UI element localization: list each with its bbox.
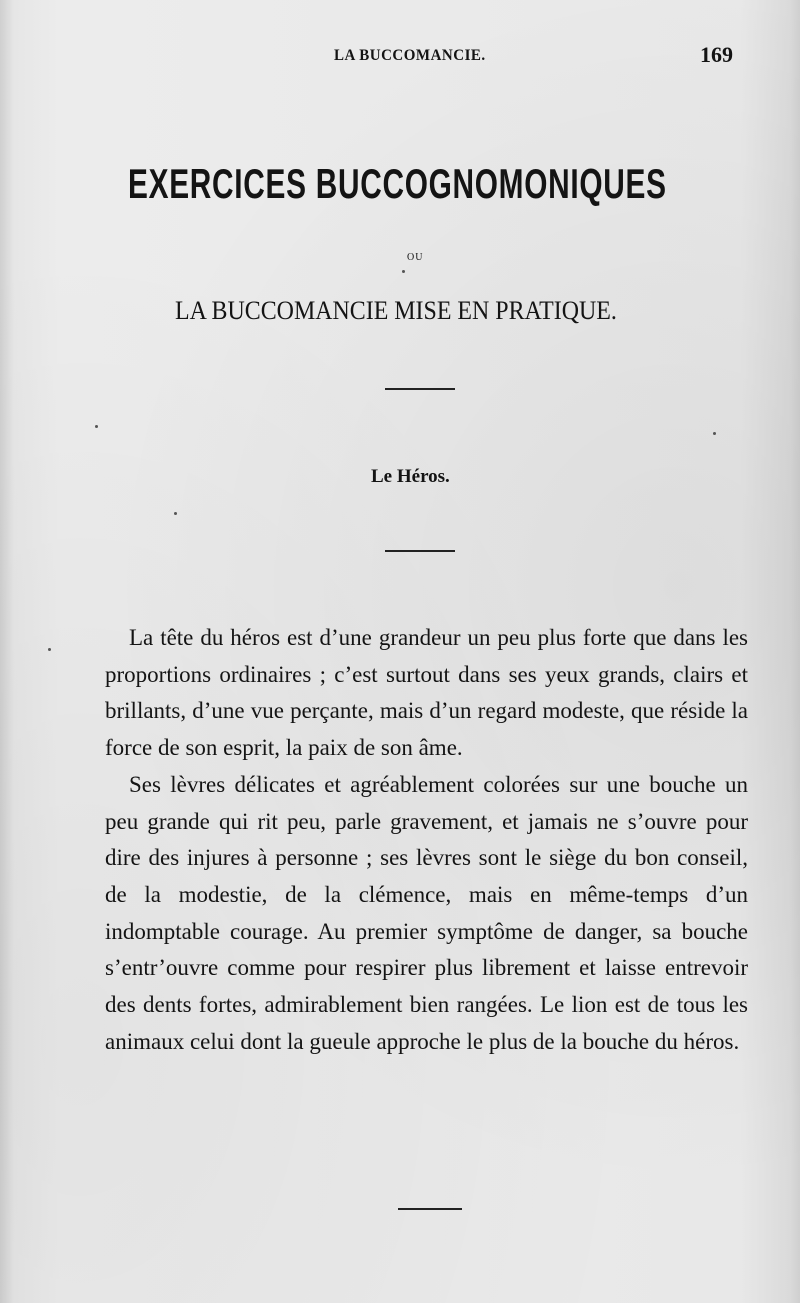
paragraph: La tête du héros est d’une grandeur un peu plus forte que dans les proportions ordinaires ; c’est surtout dans ses yeux grands, clairs et brillants, d’une vue perçante, mais d’un regard modeste, que réside la force de son esprit, la paix de son âme. — [105, 625, 748, 761]
divider-rule — [385, 388, 455, 390]
page-number: 169 — [700, 42, 733, 67]
ink-speck — [95, 425, 98, 428]
ink-speck — [402, 270, 405, 273]
subtitle: LA BUCCOMANCIE MISE EN PRATIQUE. — [175, 296, 617, 325]
running-head: LA BUCCOMANCIE. — [334, 47, 486, 65]
main-title: EXERCICES BUCCOGNOMONIQUES — [128, 160, 667, 207]
end-rule — [398, 1208, 462, 1210]
ink-speck — [713, 432, 716, 435]
ink-speck — [48, 648, 51, 651]
paragraph: Ses lèvres délicates et agréablement colorées sur une bouche un peu grande qui rit peu, parle gravement, et jamais ne s’ouvre pour dire des injures à personne ; ses lèvres sont le siège du bon conseil, de la modestie, de la clémence, mais en même-temps d’un indomptable courage. Au premier symptôme de danger, sa bouche s’entr’ouvre comme pour respirer plus librement et laisse entrevoir des dents fortes, admirablement bien rangées. Le lion est de tous les animaux celui dont la gueule approche le plus de la bouche du héros. — [105, 771, 748, 1054]
section-heading: Le Héros. — [371, 466, 450, 487]
body-text — [105, 620, 748, 1060]
ink-speck — [174, 512, 177, 515]
title-connector: OU — [407, 252, 424, 263]
divider-rule — [385, 550, 455, 552]
